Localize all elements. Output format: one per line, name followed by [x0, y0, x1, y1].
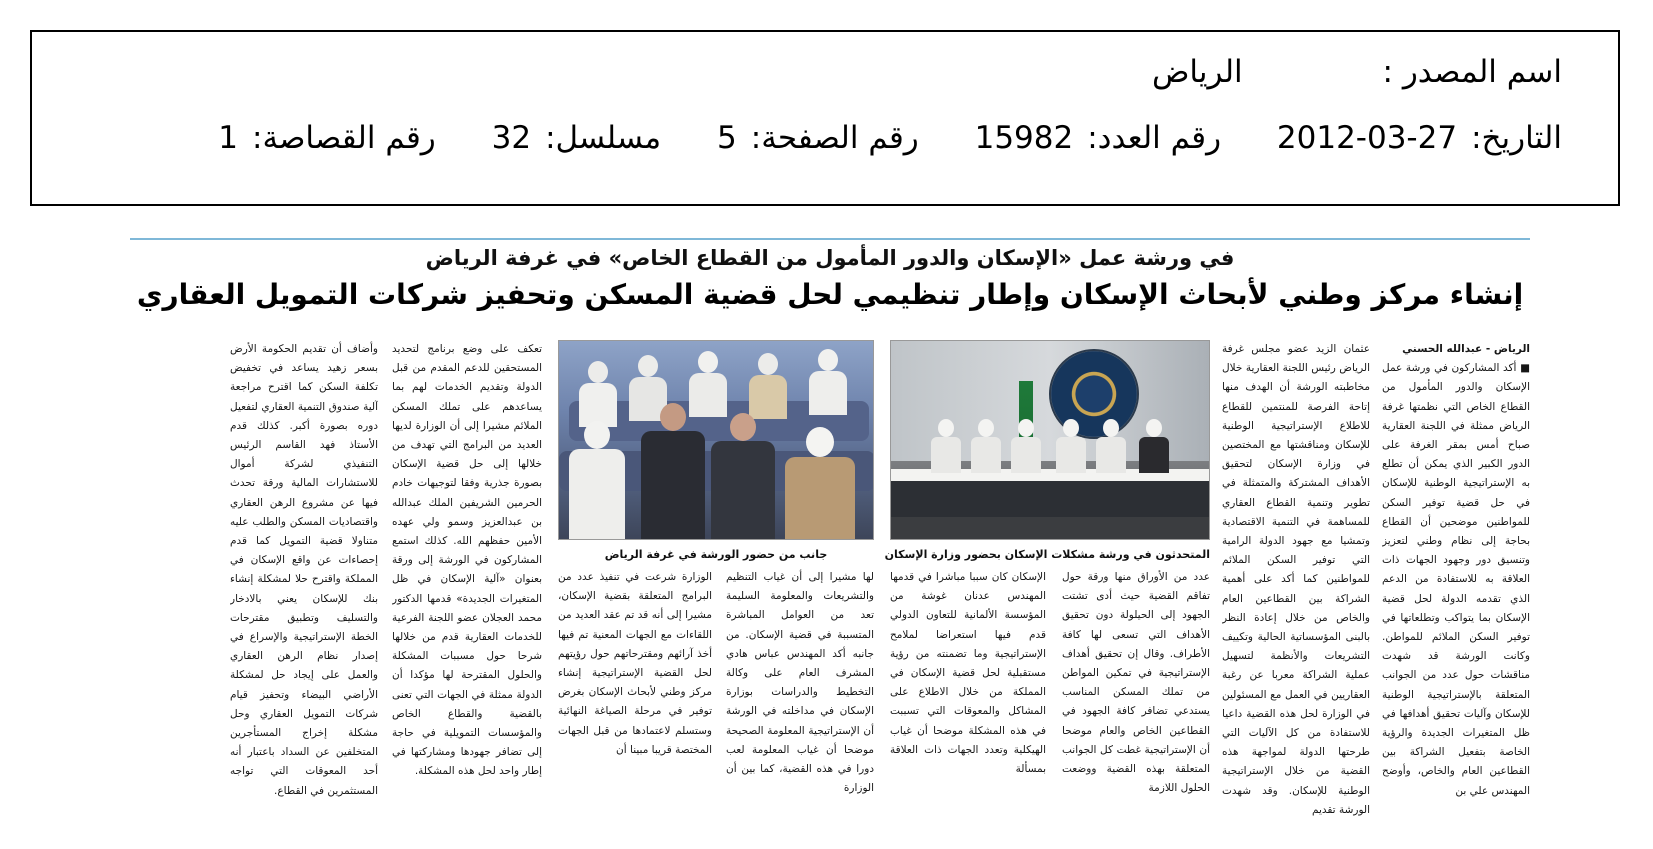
newspaper-clipping — [130, 232, 1530, 844]
article-column-6 — [558, 568, 712, 840]
clip-number-item — [218, 120, 435, 156]
date-item — [1277, 120, 1562, 156]
column-7-text: تعكف على وضع برنامج لتحديد المستحقين للدعم المقدم من قبل الدولة وتقديم الخدمات لهم بما يساعدهم على تملك المسكن الملائم مشيرا إلى أن الوزارة لديها العديد من البرامج التي تهدف من خلالها إلى حل قضية الإسكان بصورة جذرية وفقا لتوجيهات خادم الحرمين الشريفين الملك عبدالله بن عبدالعزيز وسمو ولي عهده الأمين حفظهم الله. كذلك استمع المشاركون في الورشة إلى ورقة بعنوان «آلية الإسكان في ظل المتغيرات الجديدة» قدمها الدكتور محمد العجلان عضو اللجنة الفرعية للخدمات العقارية قدم من خلالها شرحا حول مسببات المشكلة والحلول المقترحة لها مؤكدا أن الدولة ممثلة في الجهات التي تعنى بالقضية والقطاع الخاص والمؤسسات التمويلية في حاجة إلى تضافر جهودها ومشاركتها في إطار واحد لحل هذه المشكلة. — [392, 343, 542, 778]
serial-item — [492, 120, 662, 156]
photo-1-caption: المتحدثون في ورشة مشكلات الإسكان بحضور وزارة الإسكان — [884, 548, 1210, 561]
photo-person — [931, 419, 961, 473]
article-column-2 — [1222, 340, 1370, 840]
date-value: 2012-03-27 — [1276, 120, 1458, 156]
column-1-text: ■ أكد المشاركون في ورشة عمل الإسكان والدور المأمول من القطاع الخاص التي نظمتها غرفة الرياض ممثلة في اللجنة العقارية صباح أمس بمقر الغرفة على الدور الكبير الذي يمكن أن تطلع به الإستراتيجية الوطنية للإسكان في حل قضية توفير السكن للمواطنين موضحين أن القطاع بحاجة إلى نظام وطني لتعزيز وتنسيق دور وجهود الجهات ذات العلاقة به للاستفادة من الدعم الذي تقدمه الدولة لحل قضية الإسكان بما يتواكب وتطلعاتها في توفير السكن الملائم للمواطن. وكانت الورشة قد شهدت مناقشات حول عدد من الجوانب المتعلقة بالإستراتيجية الوطنية للإسكان وآليات تحقيق أهدافها في ظل المتغيرات الجديدة والرؤية الخاصة بتفعيل الشراكة بين القطاعين العام والخاص، وأوضح المهندس علي بن — [1382, 362, 1530, 797]
photo-guest — [749, 353, 787, 419]
article-byline: الرياض - عبدالله الحسني — [1402, 343, 1530, 355]
source-value: الرياض — [1151, 54, 1243, 90]
photo-audience — [558, 340, 874, 540]
serial-value: 32 — [491, 120, 532, 156]
photo-floor — [891, 517, 1209, 539]
page-item — [717, 120, 919, 156]
column-8-text: وأضاف أن تقديم الحكومة الأرض بسعر زهيد يساعد في تخفيض تكلفة السكن كما اقترح مراجعة آلية صندوق التنمية العقاري لتفعيل دوره بصورة أكبر. كذلك قدم الأستاذ فهد القاسم الرئيس التنفيذي لشركة أموال للاستشارات المالية ورقة تحدث فيها عن مشروع الرهن العقاري واقتصاديات المسكن والطلب عليه متناولا قضية التمويل كما قدم إحصاءات عن واقع الإسكان في المملكة واقترح حلا لمشكلة إنشاء بنك للإسكان يعني بالادخار والتسليف وتطبيق مقترحات الخطة الإستراتيجية والإسراع في إصدار نظام الرهن العقاري والعمل على إيجاد حل لمشكلة الأراضي البيضاء وتحفيز قيام شركات التمويل العقاري وحل مشكلة إخراج المستأجرين المتخلفين عن السداد باعتبار أنه أحد المعوقات التي تواجه المستثمرين في القطاع. — [230, 343, 378, 797]
issue-value: 15982 — [974, 120, 1074, 156]
photo-person — [1011, 419, 1041, 473]
issue-item — [975, 120, 1221, 156]
source-row — [1152, 54, 1562, 90]
photo-person — [1096, 419, 1126, 473]
serial-label: مسلسل: — [545, 120, 662, 156]
source-label: اسم المصدر : — [1382, 54, 1562, 90]
photo-guest — [641, 403, 705, 540]
article-column-3 — [1062, 568, 1210, 840]
column-3-text: عدد من الأوراق منها ورقة حول تفاقم القضية حيث أدى تشتت الجهود إلى الحيلولة دون تحقيق الأهداف التي تسعى لها كافة الأطراف. وقال إن تحقيق أهداف الإستراتيجية في تمكين المواطن من تملك المسكن المناسب يستدعي تضافر كافة الجهود في القطاعين الخاص والعام موضحا أن الإستراتيجية غطت كل الجوانب المتعلقة بهذه القضية ووضعت الحلول اللازمة — [1062, 571, 1210, 795]
source-info-box — [30, 30, 1620, 206]
article-headline: إنشاء مركز وطني لأبحاث الإسكان وإطار تنظيمي لحل قضية المسكن وتحفيز شركات التمويل العقاري — [136, 278, 1524, 311]
photo-guest — [785, 427, 855, 540]
column-4-text: الإسكان كان سببا مباشرا في قدمها المهندس عدنان غوشة من المؤسسة الألمانية للتعاون الدولي قدم فيها استعراضا لملامح الإستراتيجية وما تضمنته من رؤية مستقبلية لحل قضية الإسكان في المملكة من خلال الاطلاع على المشاكل والمعوقات التي تسببت في هذه المشكلة موضحا أن غياب الهيكلية وتعدد الجهات ذات العلاقة بمسألة — [890, 571, 1046, 776]
photo-guest — [579, 361, 617, 427]
article-kicker: في ورشة عمل «الإسكان والدور المأمول من القطاع الخاص» في غرفة الرياض — [425, 246, 1235, 270]
article-column-4 — [890, 568, 1046, 840]
photo-panel-speakers — [890, 340, 1210, 540]
clip-number-label: رقم القصاصة: — [252, 120, 436, 156]
photo-person — [1056, 419, 1086, 473]
photo-guest — [711, 413, 775, 540]
metadata-row — [172, 120, 1562, 156]
photo-2-caption: جانب من حضور الورشة في غرفة الرياض — [604, 548, 828, 561]
column-5-text: لها مشيرا إلى أن غياب التنظيم والتشريعات والمعلومة السليمة تعد من العوامل المباشرة المتسببة في قضية الإسكان. من جانبه أكد المهندس عباس هادي المشرف العام على وكالة التخطيط والدراسات بوزارة الإسكان في مداخلته في الورشة أن الإستراتيجية المعلومة الصحيحة موضحا أن غياب المعلومة لعب دورا في هذه القضية، كما بين أن الوزارة — [726, 571, 874, 795]
column-6-text: الوزارة شرعت في تنفيذ عدد من البرامج المتعلقة بقضية الإسكان، مشيرا إلى أنه قد تم عقد العديد من اللقاءات مع الجهات المعنية تم فيها أخذ آرائهم ومقترحاتهم حول رؤيتهم لحل القضية الإستراتيجية إنشاء مركز وطني لأبحاث الإسكان بغرض توفير في مرحلة الصياغة النهائية وستسلم لاعتمادها من قبل الجهات المختصة قريبا مبينا أن — [558, 571, 712, 756]
photo-table-front — [891, 481, 1209, 517]
photo-guest — [569, 421, 625, 539]
article-column-5 — [726, 568, 874, 840]
page-value: 5 — [717, 120, 737, 156]
photo-person — [1139, 419, 1169, 473]
issue-label: رقم العدد: — [1087, 120, 1222, 156]
page-label: رقم الصفحة: — [750, 120, 919, 156]
article-column-7 — [392, 340, 542, 840]
photo-guest — [809, 349, 847, 415]
article-column-1 — [1382, 340, 1530, 840]
date-label: التاريخ: — [1471, 120, 1562, 156]
top-rule — [130, 238, 1530, 240]
clip-number-value: 1 — [218, 120, 239, 156]
column-2-text: عثمان الزيد عضو مجلس غرفة الرياض رئيس اللجنة العقارية خلال مخاطبته الورشة أن الهدف منها إتاحة الفرصة للمنتمين للقطاع للاطلاع الإستراتيجية الوطنية للإسكان ومناقشتها مع المختصين في وزارة الإسكان لتحقيق الأهداف المشتركة والمتمثلة في تطوير وتنمية القطاع العقاري للمساهمة في التنمية الاقتصادية وتمشيا مع جهود الدولة الرامية التي توفير السكن الملائم للمواطنين كما أكد على أهمية الشراكة بين القطاعين العام والخاص من خلال إعادة النظر بالبنى المؤسساتية الحالية وتكييف التشريعات والأنظمة لتسهيل عملية الشراكة معربا عن رغبة العقاريين في العمل مع المسئولين في الوزارة لحل هذه القضية داعيا للاستفادة من كل الآليات التي طرحتها الدولة لمواجهة هذه القضية من خلال الإستراتيجية الوطنية للإسكان. وقد شهدت الورشة تقديم — [1222, 343, 1370, 816]
photo-person — [971, 419, 1001, 473]
article-column-8 — [230, 340, 378, 840]
